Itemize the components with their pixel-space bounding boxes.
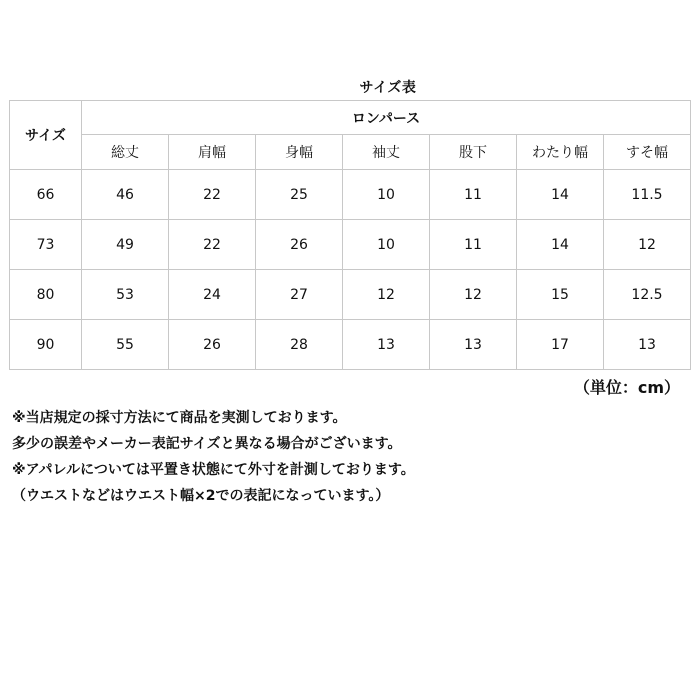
- note-line: ※アパレルについては平置き状態にて外寸を計測しております。: [12, 462, 415, 478]
- column-header: 肩幅: [169, 135, 256, 170]
- table-cell: 13: [343, 320, 430, 370]
- table-row: [10, 270, 691, 320]
- size-cell: 66: [10, 170, 82, 220]
- table-cell: 46: [82, 170, 169, 220]
- table-row: [10, 220, 691, 270]
- table-cell: 17: [517, 320, 604, 370]
- table-cell: 49: [82, 220, 169, 270]
- table-cell: 12: [430, 270, 517, 320]
- table-cell: 22: [169, 170, 256, 220]
- size-cell: 80: [10, 270, 82, 320]
- table-cell: 22: [169, 220, 256, 270]
- column-header: すそ幅: [604, 135, 691, 170]
- table-cell: 14: [517, 170, 604, 220]
- note-line: （ウエストなどはウエスト幅×2での表記になっています。）: [12, 488, 390, 504]
- table-cell: 11.5: [604, 170, 691, 220]
- size-table: [9, 100, 691, 370]
- table-cell: 14: [517, 220, 604, 270]
- column-header: 身幅: [256, 135, 343, 170]
- table-cell: 53: [82, 270, 169, 320]
- table-cell: 55: [82, 320, 169, 370]
- table-cell: 25: [256, 170, 343, 220]
- size-header: サイズ: [10, 101, 82, 170]
- table-cell: 13: [430, 320, 517, 370]
- table-cell: 24: [169, 270, 256, 320]
- notes: [12, 405, 692, 509]
- table-cell: 11: [430, 220, 517, 270]
- table-cell: 11: [430, 170, 517, 220]
- unit-label: （単位：cm）: [573, 378, 680, 397]
- table-row: [10, 320, 691, 370]
- column-header: 総丈: [82, 135, 169, 170]
- table-row: [10, 170, 691, 220]
- table-category-row: [10, 101, 691, 135]
- note-line: 多少の誤差やメーカー表記サイズと異なる場合がございます。: [12, 436, 402, 452]
- table-cell: 12: [343, 270, 430, 320]
- table-cell: 12: [604, 220, 691, 270]
- category-header: ロンパース: [82, 101, 691, 135]
- table-cell: 28: [256, 320, 343, 370]
- table-cell: 10: [343, 220, 430, 270]
- size-cell: 90: [10, 320, 82, 370]
- column-header: 股下: [430, 135, 517, 170]
- column-header: 袖丈: [343, 135, 430, 170]
- column-header: わたり幅: [517, 135, 604, 170]
- table-cell: 27: [256, 270, 343, 320]
- table-cell: 26: [256, 220, 343, 270]
- table-cell: 26: [169, 320, 256, 370]
- table-column-header-row: [10, 135, 691, 170]
- page-title: サイズ表: [359, 80, 417, 96]
- table-cell: 10: [343, 170, 430, 220]
- table-cell: 13: [604, 320, 691, 370]
- table-cell: 12.5: [604, 270, 691, 320]
- table-cell: 15: [517, 270, 604, 320]
- note-line: ※当店規定の採寸方法にて商品を実測しております。: [12, 410, 347, 426]
- size-cell: 73: [10, 220, 82, 270]
